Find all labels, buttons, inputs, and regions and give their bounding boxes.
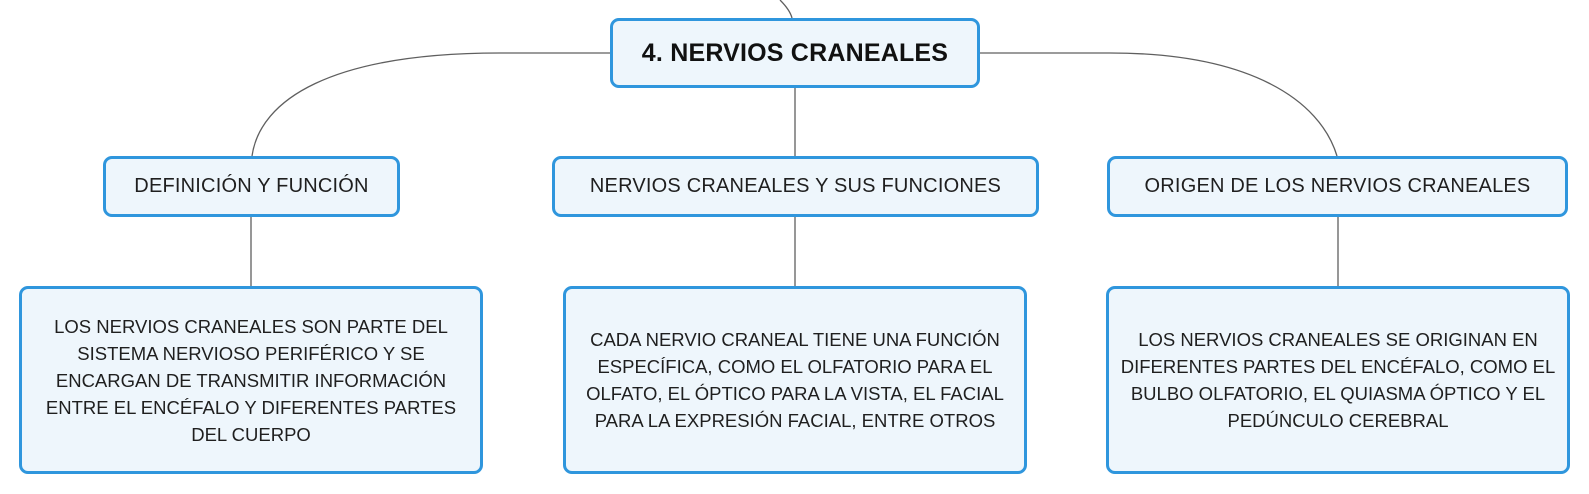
connector-root-to-topic-3 <box>980 53 1337 156</box>
detail-node-origen[interactable] <box>1106 286 1570 474</box>
connector-from-parent <box>780 0 792 18</box>
detail-node-definicion[interactable] <box>19 286 483 474</box>
detail-text: CADA NERVIO CRANEAL TIENE UNA FUNCIÓN ESPECÍFICA, COMO EL OLFATORIO PARA EL OLFATO, EL ÓPTICO PARA LA VISTA, EL FACIAL PARA LA EXPRESIÓN FACIAL, ENTRE OTROS <box>586 329 1004 431</box>
detail-text: LOS NERVIOS CRANEALES SON PARTE DEL SISTEMA NERVIOSO PERIFÉRICO Y SE ENCARGAN DE TRANSMITIR INFORMACIÓN ENTRE EL ENCÉFALO Y DIFERENTES PARTES DEL CUERPO <box>45 315 457 445</box>
central-topic-node[interactable] <box>610 18 980 88</box>
connector-root-to-topic-1 <box>252 53 610 156</box>
central-topic-label: 4. NERVIOS CRANEALES <box>641 38 949 67</box>
topic-label: DEFINICIÓN Y FUNCIÓN <box>134 175 369 197</box>
topic-label: NERVIOS CRANEALES Y SUS FUNCIONES <box>589 175 1002 197</box>
topic-node-origen[interactable] <box>1107 156 1568 217</box>
topic-node-definicion[interactable] <box>103 156 400 217</box>
detail-text: LOS NERVIOS CRANEALES SE ORIGINAN EN DIFERENTES PARTES DEL ENCÉFALO, COMO EL BULBO OLFATORIO, EL QUIASMA ÓPTICO Y EL PEDÚNCULO CEREBRAL <box>1120 329 1556 431</box>
topic-node-funciones[interactable] <box>552 156 1039 217</box>
detail-node-funciones[interactable] <box>563 286 1027 474</box>
topic-label: ORIGEN DE LOS NERVIOS CRANEALES <box>1144 175 1531 197</box>
